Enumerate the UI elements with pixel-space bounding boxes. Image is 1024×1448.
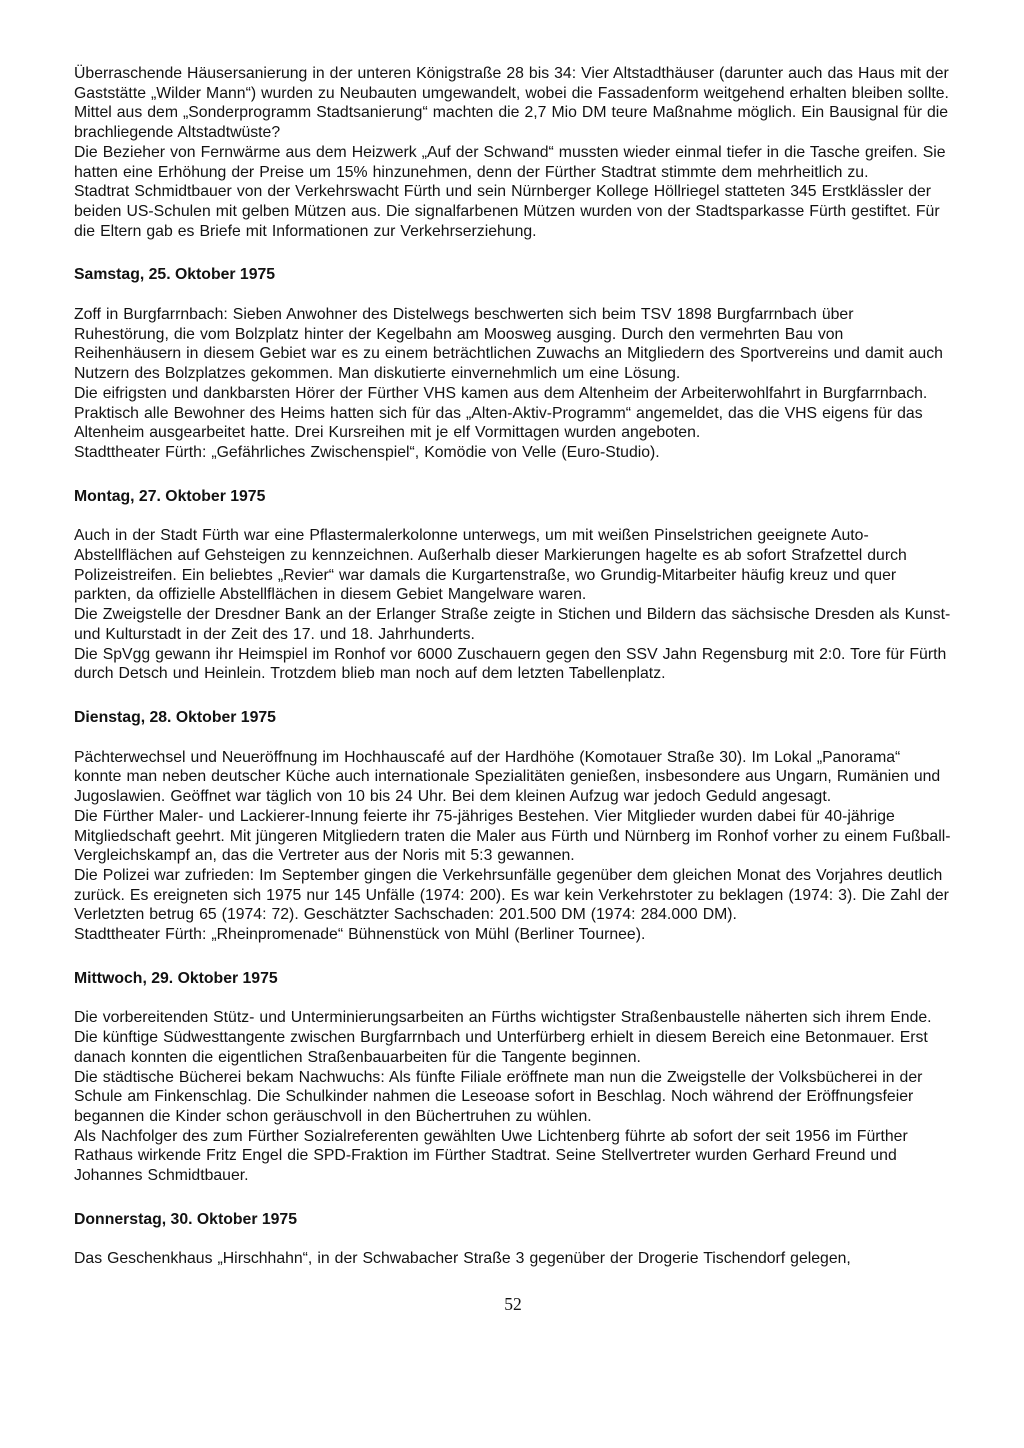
paragraph: Stadttheater Fürth: „Rheinpromenade“ Bühnenstück von Mühl (Berliner Tournee). bbox=[74, 926, 646, 944]
page-number: 52 bbox=[504, 1294, 522, 1315]
paragraph: Die eifrigsten und dankbarsten Hörer der Fürther VHS kamen aus dem Altenheim der Arbeiterwohlfahrt in Burgfarrnbach. Praktisch alle Bewohner des Heims hatten sich für das „Alten-Aktiv-Programm“ angemeldet, das die VHS eigens für das Altenheim ausgearbeitet hatte. Drei Kursreihen mit je elf Vormittagen wurden angeboten. bbox=[74, 384, 928, 442]
paragraph: Das Geschenkhaus „Hirschhahn“, in der Schwabacher Straße 3 gegenüber der Drogerie Tischendorf gelegen, bbox=[74, 1250, 851, 1268]
paragraph: Die Zweigstelle der Dresdner Bank an der Erlanger Straße zeigte in Stichen und Bildern das sächsische Dresden als Kunst- und Kulturstadt in der Zeit des 17. und 18. Jahrhunderts. bbox=[74, 606, 951, 643]
paragraph: Zoff in Burgfarrnbach: Sieben Anwohner des Distelwegs beschwerten sich beim TSV 1898 Burgfarrnbach über Ruhestörung, die vom Bolzplatz hinter der Kegelbahn am Moosweg ausging. Durch den vermehrten Bau von Reihenhäusern in diesem Gebiet war es zu einem beträchtlichen Zuwachs an Mitgliedern des Sportvereins und damit auch Nutzern des Bolzplatzes gekommen. Man diskutierte einvernehmlich um eine Lösung. bbox=[74, 306, 943, 383]
paragraph: Stadttheater Fürth: „Gefährliches Zwischenspiel“, Komödie von Velle (Euro-Studio). bbox=[74, 443, 660, 461]
date-heading-donnerstag-30-oktober: Donnerstag, 30. Oktober 1975 bbox=[74, 1210, 297, 1228]
paragraph: Die Polizei war zufrieden: Im September gingen die Verkehrsunfälle gegenüber dem gleichen Monat des Vorjahres deutlich zurück. Es ereigneten sich 1975 nur 145 Unfälle (1974: 200). Es war kein Verkehrstoter zu beklagen (1974: 3). Die Zahl der Verletzten betrug 65 (1974: 72). Geschätzter Sachschaden: 201.500 DM (1974: 284.000 DM). bbox=[74, 866, 949, 924]
paragraph: Überraschende Häusersanierung in der unteren Königstraße 28 bis 34: Vier Altstadthäuser (darunter auch das Haus mit der Gaststätte „Wilder Mann“) wurden zu Neubauten umgewandelt, wobei die Fassadenform weitgehend erhalten bleiben sollte. Mittel aus dem „Sonderprogramm Stadtsanierung“ machten die 2,7 Mio DM teure Maßnahme möglich. Ein Bausignal für die brachliegende Altstadtwüste? bbox=[74, 65, 949, 142]
date-heading-dienstag-28-oktober: Dienstag, 28. Oktober 1975 bbox=[74, 708, 276, 726]
paragraph: Die städtische Bücherei bekam Nachwuchs: Als fünfte Filiale eröffnete man nun die Zweigstelle der Volksbücherei in der Schule am Finkenschlag. Die Schulkinder nahmen die Leseoase sofort in Beschlag. Noch während der Eröffnungsfeier begannen die Kinder schon geräuschvoll in den Büchertruhen zu wühlen. bbox=[74, 1068, 923, 1125]
paragraph: Auch in der Stadt Fürth war eine Pflastermalerkolonne unterwegs, um mit weißen Pinselstrichen geeignete Auto-Abstellflächen auf Gehsteigen zu kennzeichnen. Außerhalb dieser Markierungen hagelte es ab sofort Strafzettel durch Polizeistreifen. Ein beliebtes „Revier“ war damals die Kurgartenstraße, wo Grundig-Mitarbeiter häufig kreuz und quer parkten, da offizielle Abstellflächen in diesem Gebiet Mangelware waren. bbox=[74, 527, 907, 604]
date-heading-samstag-25-oktober: Samstag, 25. Oktober 1975 bbox=[74, 266, 276, 284]
paragraph: Als Nachfolger des zum Fürther Sozialreferenten gewählten Uwe Lichtenberg führte ab sofort der seit 1956 im Fürther Rathaus wirkende Fritz Engel die SPD-Fraktion im Fürther Stadtrat. Seine Stellvertreter wurden Gerhard Freund und Johannes Schmidtbauer. bbox=[74, 1127, 908, 1185]
paragraph: Pächterwechsel und Neueröffnung im Hochhauscafé auf der Hardhöhe (Komotauer Straße 30). Im Lokal „Panorama“ konnte man neben deutscher Küche auch internationale Spezialitäten genießen, insbesondere aus Ungarn, Rumänien und Jugoslawien. Geöffnet war täglich von 10 bis 24 Uhr. Bei dem kleinen Aufzug war jedoch Geduld angesagt. bbox=[74, 748, 941, 806]
paragraph: Die Fürther Maler- und Lackierer-Innung feierte ihr 75-jähriges Bestehen. Vier Mitglieder wurden dabei für 40-jährige Mitgliedschaft geehrt. Mit jüngeren Mitgliedern traten die Maler aus Fürth und Nürnberg im Ronhof vorher zu einem Fußball-Vergleichskampf an, das die Vertreter aus der Noris mit 5:3 gewannen. bbox=[74, 807, 951, 865]
date-heading-mittwoch-29-oktober: Mittwoch, 29. Oktober 1975 bbox=[74, 969, 278, 987]
paragraph: Die SpVgg gewann ihr Heimspiel im Ronhof vor 6000 Zuschauern gegen den SSV Jahn Regensburg mit 2:0. Tore für Fürth durch Detsch und Heinlein. Trotzdem blieb man noch auf dem letzten Tabellenplatz. bbox=[74, 645, 947, 683]
paragraph: Die vorbereitenden Stütz- und Unterminierungsarbeiten an Fürths wichtigster Straßenbaustelle näherten sich ihrem Ende. Die künftige Südwesttangente zwischen Burgfarrnbach und Unterfürberg erhielt in diesem Bereich eine Betonmauer. Erst danach konnten die eigentlichen Straßenbauarbeiten für die Tangente beginnen. bbox=[74, 1009, 932, 1066]
paragraph: Stadtrat Schmidtbauer von der Verkehrswacht Fürth und sein Nürnberger Kollege Höllriegel statteten 345 Erstklässler der beiden US-Schulen mit gelben Mützen aus. Die signalfarbenen Mützen wurden von der Stadtsparkasse Fürth gestiftet. Für die Eltern gab es Briefe mit Informationen zur Verkehrserziehung. bbox=[74, 183, 940, 240]
paragraph: Die Bezieher von Fernwärme aus dem Heizwerk „Auf der Schwand“ mussten wieder einmal tiefer in die Tasche greifen. Sie hatten eine Erhöhung der Preise um 15% hinzunehmen, denn der Fürther Stadtrat stimmte dem mehrheitlich zu. bbox=[74, 143, 946, 181]
date-heading-montag-27-oktober: Montag, 27. Oktober 1975 bbox=[74, 487, 266, 505]
